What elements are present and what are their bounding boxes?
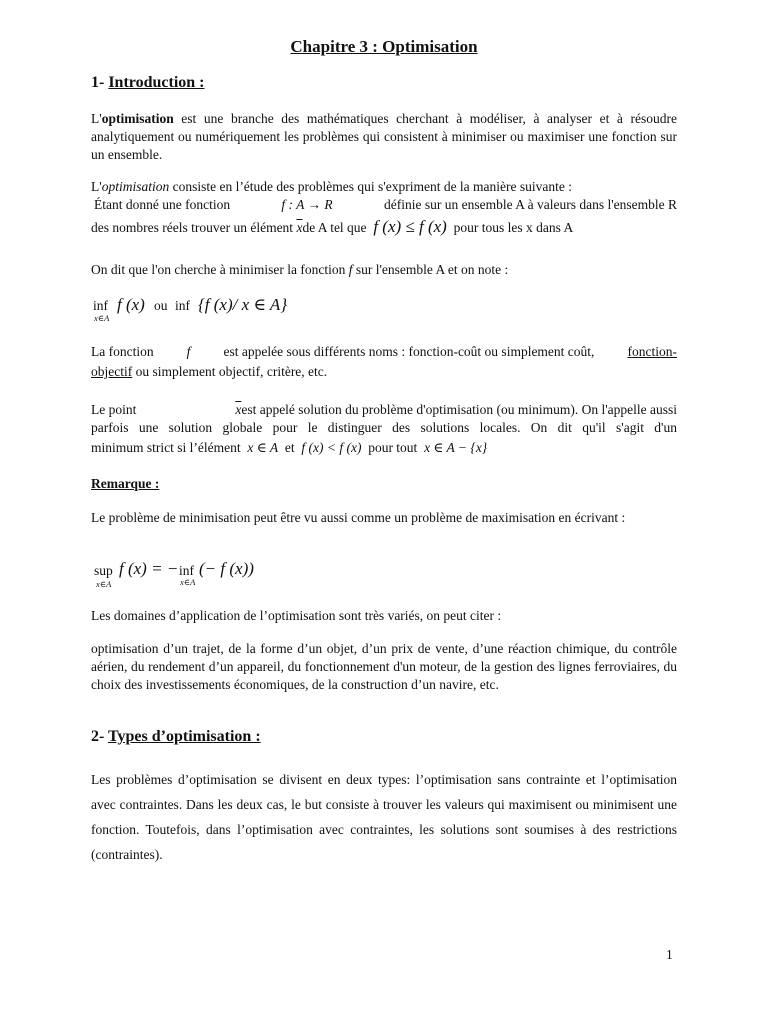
ou-word: ou	[154, 298, 168, 313]
page-number: 1	[666, 947, 673, 962]
inf-subscript: x∈A	[180, 577, 196, 587]
inf-operator: inf	[93, 298, 108, 313]
function-names-line-2	[91, 363, 327, 381]
maximization-paragraph: Le problème de minimisation peut être vu aussi comme un problème de maximisation en écrivant :	[91, 510, 626, 525]
section-1-title: Introduction :	[108, 74, 205, 91]
domains-list-paragraph: optimisation d’un trajet, de la forme d’un objet, d’un prix de vente, d’une réaction chimique, du contrôle aérien, du rendement d’un appareil, du fonctionnement d'un moteur, de la gestion des lignes ferroviaires, du choix des investissements économiques, de la construction d’un navire, etc.	[91, 641, 677, 692]
math-f: f	[281, 197, 286, 212]
function-names-text-c: ou simplement objectif, critère, etc.	[135, 364, 328, 379]
sup-lhs: f (x) = −	[119, 559, 179, 578]
math-f: f	[348, 262, 353, 277]
intro-paragraph	[91, 110, 677, 164]
section-2-heading	[91, 727, 261, 747]
sup-rhs: (− f (x))	[199, 559, 254, 578]
domains-intro: Les domaines d’application de l’optimisation sont très variés, on peut citer :	[91, 608, 502, 623]
sup-inf-formula	[91, 560, 391, 590]
fx-term: f (x)	[117, 295, 145, 314]
page-title: Chapitre 3 : Optimisation	[290, 37, 478, 56]
definition-line-2-text-b: définie sur un ensemble A à valeurs dans l'ensemble R	[384, 197, 677, 212]
section-1-number: 1-	[91, 74, 105, 91]
section-2-number: 2-	[91, 728, 105, 745]
function-names-text-a: La fonction	[91, 344, 154, 359]
definition-line-3-text-c: pour tous les x dans A	[453, 220, 574, 235]
strict-inequality-formula: f (x) < f (x)	[301, 440, 362, 455]
function-names-line-1	[91, 343, 677, 361]
solution-text-b: est appelé solution du problème d'optimisation (ou minimum). On l'appelle aussi	[241, 402, 677, 417]
definition-prefix: L'	[91, 179, 102, 194]
solution-line-2: parfois une solution globale pour le distinguer des solutions locales. On dit qu'il s'agit d'un	[91, 420, 677, 435]
types-paragraph: Les problèmes d’optimisation se divisent en deux types: l’optimisation sans contrainte et l’optimisation avec contraintes. Dans les deux cas, le but consiste à trouver les valeurs qui maximisent ou minimisent une fonction. Toutefois, dans l’optimisation avec contraintes, les solutions sont soumises à des restrictions (contraintes).	[91, 772, 677, 862]
solution-line-1	[91, 401, 677, 419]
math-mapping: : A → R	[285, 197, 333, 212]
definition-italic-term: optimisation	[101, 179, 170, 194]
inf-subscript: x∈A	[94, 313, 110, 323]
intro-text: est une branche des mathématiques cherchant à modéliser, à analyser et à résoudre analytiquement ou numériquement les problèmes qui consistent à minimiser ou maximiser une fonction sur un ensemble.	[91, 111, 677, 162]
remark-heading: Remarque :	[91, 476, 160, 491]
sup-operator: sup	[94, 563, 113, 578]
definition-line-3	[91, 218, 573, 237]
fonction-objectif-part-1: fonction-	[627, 344, 677, 359]
function-mapping	[281, 196, 332, 214]
et-word: et	[284, 440, 295, 455]
inf-operator-2: inf	[175, 298, 190, 313]
section-2-title: Types d’optimisation :	[108, 728, 261, 745]
definition-line-2-text-a: Étant donné une fonction	[94, 197, 231, 212]
fonction-objectif-part-2: objectif	[91, 364, 133, 379]
minimize-text-a: On dit que l'on cherche à minimiser la fonction	[91, 262, 346, 277]
x-bar: $\overline{x}$	[235, 402, 242, 417]
minimize-sentence	[91, 261, 508, 279]
solution-text-a: Le point	[91, 402, 137, 417]
x-bar: $\overline{x}$	[296, 220, 303, 235]
solution-text-c: minimum strict si l’élément	[91, 440, 241, 455]
function-names-text-b: est appelée sous différents noms : fonction-coût ou simplement coût,	[223, 344, 595, 359]
inf-formula	[91, 297, 391, 327]
section-1-heading	[91, 73, 205, 93]
set-notation: {f (x)/ x ∈ A}	[198, 295, 288, 314]
sup-subscript: x∈A	[96, 579, 112, 589]
definition-line-3-text-b: de A tel que	[302, 220, 367, 235]
definition-text: consiste en l’étude des problèmes qui s'expriment de la manière suivante :	[169, 179, 573, 194]
set-difference-formula: x ∈ A − {x}	[424, 440, 488, 455]
solution-line-3	[91, 439, 487, 457]
solution-text-d: pour tout	[368, 440, 418, 455]
math-f: f	[186, 344, 191, 359]
definition-line-3-text-a: des nombres réels trouver un élément	[91, 220, 294, 235]
inf-operator: inf	[179, 563, 194, 578]
inequality-formula: f (x) ≤ f (x)	[373, 217, 447, 236]
intro-bold-term: optimisation	[101, 111, 174, 126]
element-formula: x ∈ A	[247, 440, 279, 455]
minimize-text-b: sur l'ensemble A et on note :	[355, 262, 509, 277]
intro-prefix: L'	[91, 111, 102, 126]
definition-line-2	[94, 196, 677, 214]
definition-line-1	[91, 178, 572, 196]
